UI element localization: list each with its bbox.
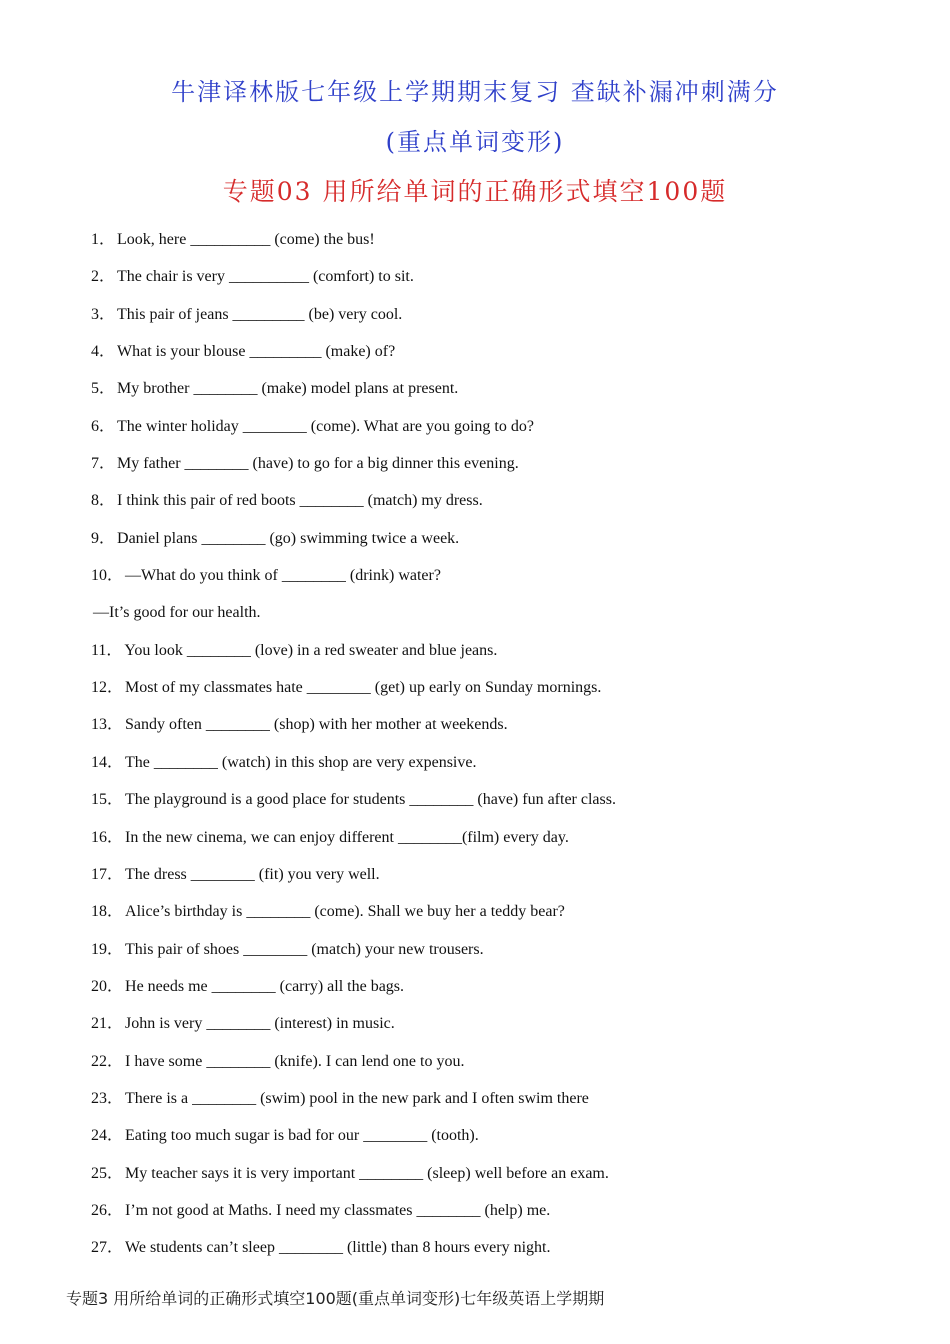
question-item: [91, 490, 891, 527]
question-item: [91, 1163, 891, 1200]
question-number: 4．: [91, 343, 116, 361]
question-number: 18．: [91, 903, 124, 921]
question-text: Most of my classmates hate ________ (get) up early on Sunday mornings.: [125, 679, 602, 697]
question-text: This pair of jeans _________ (be) very cool.: [117, 305, 403, 323]
question-number: 9．: [91, 529, 116, 547]
question-text: I have some ________ (knife). I can lend one to you.: [125, 1052, 465, 1070]
question-text: My father ________ (have) to go for a big dinner this evening.: [117, 455, 519, 473]
question-text: Sandy often ________ (shop) with her mother at weekends.: [125, 716, 508, 734]
question-number: 22．: [91, 1052, 124, 1070]
question-text: There is a ________ (swim) pool in the new park and I often swim there: [125, 1089, 589, 1107]
question-item: [91, 640, 891, 677]
question-item: [91, 266, 891, 303]
question-item: [91, 1125, 891, 1162]
question-text: I’m not good at Maths. I need my classmates ________ (help) me.: [125, 1201, 551, 1219]
question-text: —What do you think of ________ (drink) water?: [125, 567, 441, 585]
question-item: [91, 677, 891, 714]
question-item: [91, 1237, 891, 1274]
question-text: The dress ________ (fit) you very well.: [125, 865, 380, 883]
question-item: [91, 901, 891, 938]
question-item: [91, 827, 891, 864]
question-text: My teacher says it is very important ________ (sleep) well before an exam.: [125, 1164, 609, 1182]
document-title: 牛津译林版七年级上学期期末复习 查缺补漏冲刺满分: [171, 78, 779, 106]
question-number: 27．: [91, 1239, 124, 1257]
question-number: 10．: [91, 567, 124, 585]
question-text: The chair is very __________ (comfort) to sit.: [117, 268, 414, 286]
question-text: This pair of shoes ________ (match) your new trousers.: [125, 940, 484, 958]
question-number: 19．: [91, 940, 124, 958]
question-number: 13．: [91, 716, 124, 734]
question-text: —It’s good for our health.: [93, 604, 261, 622]
question-number: 15．: [91, 791, 124, 809]
question-number: 6．: [91, 417, 116, 435]
question-text: You look ________ (love) in a red sweater and blue jeans.: [124, 641, 498, 659]
question-item: [91, 1051, 891, 1088]
question-item: [91, 939, 891, 976]
question-number: 21．: [91, 1015, 124, 1033]
question-number: 7．: [91, 455, 116, 473]
question-text: John is very ________ (interest) in music.: [125, 1015, 395, 1033]
question-text: The playground is a good place for students ________ (have) fun after class.: [125, 791, 616, 809]
question-item: [91, 1200, 891, 1237]
question-number: 17．: [91, 865, 124, 883]
question-number: 5．: [91, 380, 116, 398]
question-number: 3．: [91, 305, 116, 323]
question-item: [91, 304, 891, 341]
question-number: 26．: [91, 1201, 124, 1219]
question-number: 11．: [91, 641, 123, 659]
question-item: [91, 229, 891, 266]
document-subtitle: (重点单词变形): [385, 128, 565, 156]
question-text: Eating too much sugar is bad for our ________ (tooth).: [125, 1127, 479, 1145]
question-number: 2．: [91, 268, 116, 286]
question-number: 1．: [91, 231, 116, 248]
question-item: [91, 976, 891, 1013]
question-text: In the new cinema, we can enjoy different ________(film) every day.: [125, 828, 569, 846]
question-item: [91, 1088, 891, 1125]
question-number: 8．: [91, 492, 116, 510]
question-text: We students can’t sleep ________ (little) than 8 hours every night.: [125, 1239, 551, 1257]
question-number: 12．: [91, 679, 124, 697]
topic-heading: 专题03 用所给单词的正确形式填空100题: [222, 177, 728, 206]
question-item: [91, 416, 891, 453]
question-item: [91, 864, 891, 901]
question-text: The winter holiday ________ (come). What are you going to do?: [117, 417, 534, 435]
question-number: 25．: [91, 1164, 124, 1182]
footer-caption: 专题3 用所给单词的正确形式填空100题(重点单词变形)七年级英语上学期期: [66, 1289, 605, 1308]
question-item: [91, 602, 891, 639]
question-list: [91, 229, 891, 1275]
question-item: [91, 714, 891, 751]
question-text: Alice’s birthday is ________ (come). Shall we buy her a teddy bear?: [125, 903, 565, 921]
question-item: [91, 453, 891, 490]
question-item: [91, 528, 891, 565]
question-text: What is your blouse _________ (make) of?: [117, 343, 396, 361]
question-number: 14．: [91, 753, 124, 771]
question-item: [91, 341, 891, 378]
question-number: 16．: [91, 828, 124, 846]
question-number: 20．: [91, 977, 124, 995]
question-item: [91, 378, 891, 415]
question-number: 23．: [91, 1089, 124, 1107]
question-text: Look, here __________ (come) the bus!: [117, 231, 375, 248]
question-number: 24．: [91, 1127, 124, 1145]
question-item: [91, 752, 891, 789]
question-text: Daniel plans ________ (go) swimming twice a week.: [117, 529, 460, 547]
question-item: [91, 565, 891, 602]
question-item: [91, 789, 891, 826]
question-text: I think this pair of red boots ________ (match) my dress.: [117, 492, 483, 510]
question-text: The ________ (watch) in this shop are very expensive.: [125, 753, 477, 771]
question-text: He needs me ________ (carry) all the bags.: [125, 977, 405, 995]
question-item: [91, 1013, 891, 1050]
question-text: My brother ________ (make) model plans at present.: [117, 380, 459, 398]
